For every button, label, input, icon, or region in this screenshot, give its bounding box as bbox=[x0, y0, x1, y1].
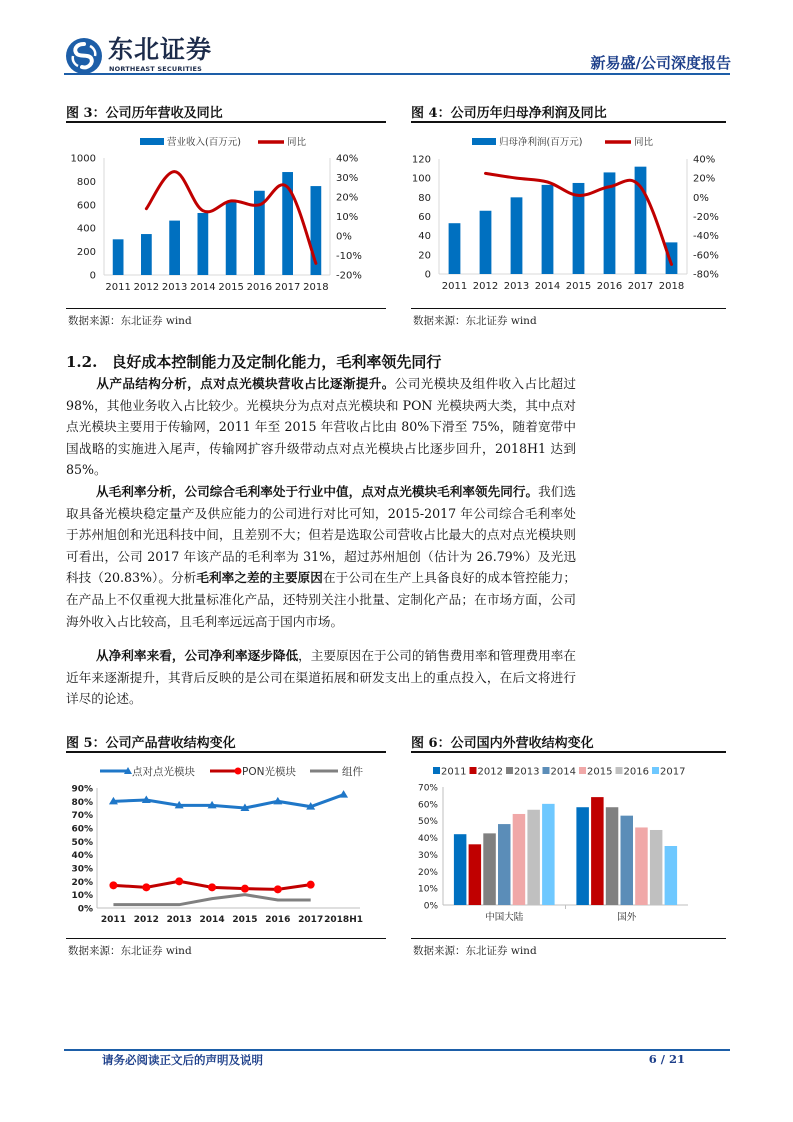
figure-6-title-rule bbox=[411, 751, 726, 753]
svg-text:2011: 2011 bbox=[100, 915, 126, 925]
paragraph-product-structure bbox=[66, 373, 576, 481]
svg-text:-80%: -80% bbox=[693, 269, 719, 281]
svg-text:40%: 40% bbox=[417, 834, 438, 845]
figure-6-chart bbox=[405, 755, 735, 925]
svg-text:20%: 20% bbox=[336, 192, 359, 204]
svg-text:50%: 50% bbox=[417, 817, 438, 828]
logo-text-cn: 东北证券 bbox=[108, 35, 213, 64]
report-title: 新易盛/公司深度报告 bbox=[590, 54, 731, 72]
bar bbox=[513, 814, 526, 905]
svg-text:30%: 30% bbox=[71, 864, 93, 875]
svg-text:60%: 60% bbox=[417, 800, 438, 811]
bar bbox=[606, 807, 619, 905]
paragraph-2-body-cont: 在于公司在生产上具备良好的成本管控能力；在产品上不仅重视大批量标准化产品，还特别关注小批量、定制化产品；在市场方面，公司海外收入占比较高，且毛利率远远高于国内市场。 bbox=[66, 570, 576, 629]
svg-text:2013: 2013 bbox=[161, 282, 188, 293]
svg-text:2018: 2018 bbox=[658, 281, 685, 292]
legend-swatch bbox=[433, 767, 440, 774]
svg-text:70%: 70% bbox=[417, 783, 438, 794]
figure-5-source: 数据来源：东北证券 wind bbox=[68, 945, 192, 957]
svg-text:100: 100 bbox=[411, 173, 431, 185]
svg-text:20%: 20% bbox=[417, 867, 438, 878]
bar bbox=[169, 221, 180, 275]
svg-text:2017: 2017 bbox=[627, 281, 654, 292]
svg-text:-10%: -10% bbox=[336, 251, 362, 262]
svg-text:-20%: -20% bbox=[693, 212, 719, 223]
bar bbox=[591, 797, 604, 905]
bar bbox=[527, 810, 540, 905]
legend-label: 组件 bbox=[342, 766, 363, 778]
svg-text:0%: 0% bbox=[423, 901, 438, 912]
page-number: 6 / 21 bbox=[648, 1052, 685, 1066]
bar bbox=[480, 211, 492, 274]
svg-text:2011: 2011 bbox=[441, 281, 468, 292]
bar bbox=[469, 844, 482, 905]
bar bbox=[542, 804, 555, 905]
svg-text:2016: 2016 bbox=[265, 915, 291, 925]
paragraph-gross-margin bbox=[66, 481, 576, 632]
svg-text:400: 400 bbox=[76, 223, 96, 235]
svg-text:90%: 90% bbox=[71, 784, 93, 795]
svg-text:0: 0 bbox=[424, 269, 431, 281]
svg-text:60%: 60% bbox=[71, 824, 93, 835]
figure-4-chart bbox=[405, 125, 735, 300]
legend-bar-swatch bbox=[140, 138, 164, 145]
svg-text:0%: 0% bbox=[336, 231, 352, 243]
svg-text:10%: 10% bbox=[71, 891, 93, 902]
legend-label: 2012 bbox=[477, 766, 503, 778]
svg-text:-20%: -20% bbox=[336, 270, 362, 282]
svg-text:30%: 30% bbox=[336, 173, 359, 184]
figure-4-source: 数据来源：东北证券 wind bbox=[413, 315, 537, 327]
svg-text:70%: 70% bbox=[71, 811, 93, 822]
svg-text:国外: 国外 bbox=[617, 912, 637, 923]
svg-text:2011: 2011 bbox=[105, 282, 131, 293]
bar bbox=[113, 239, 124, 275]
svg-text:中国大陆: 中国大陆 bbox=[485, 912, 524, 923]
svg-text:2018H1: 2018H1 bbox=[324, 915, 363, 925]
paragraph-2-lead: 从毛利率分析，公司综合毛利率处于行业中值，点对点光模块毛利率领先同行。 bbox=[96, 484, 539, 499]
legend-bar-swatch bbox=[472, 138, 496, 145]
svg-text:2012: 2012 bbox=[472, 281, 499, 292]
svg-text:2015: 2015 bbox=[565, 281, 592, 292]
header-divider bbox=[64, 73, 730, 75]
footer-disclaimer: 请务必阅读正文后的声明及说明 bbox=[102, 1053, 263, 1067]
legend-swatch bbox=[579, 767, 586, 774]
bar bbox=[498, 824, 511, 905]
figure-3-title: 图 3：公司历年营收及同比 bbox=[66, 106, 223, 121]
svg-text:2012: 2012 bbox=[133, 282, 160, 293]
legend-bar-label: 归母净利润(百万元) bbox=[499, 137, 583, 148]
bar bbox=[449, 223, 461, 274]
legend-line-label: 同比 bbox=[634, 137, 654, 148]
bar bbox=[621, 816, 634, 905]
svg-text:50%: 50% bbox=[71, 837, 93, 848]
svg-text:2016: 2016 bbox=[596, 281, 623, 292]
figure-3-chart bbox=[60, 125, 390, 300]
section-heading bbox=[66, 351, 441, 372]
figure-4-bottom-rule bbox=[411, 308, 726, 309]
bar bbox=[665, 846, 678, 905]
figure-6-bottom-rule bbox=[411, 938, 726, 939]
svg-text:30%: 30% bbox=[417, 850, 438, 861]
legend-label: 2011 bbox=[441, 766, 467, 778]
paragraph-2-emphasis: 毛利率之差的主要原因 bbox=[196, 570, 323, 586]
paragraph-1-lead: 从产品结构分析，点对点光模块营收占比逐渐提升。 bbox=[96, 376, 395, 391]
legend-swatch bbox=[470, 767, 477, 774]
svg-text:2014: 2014 bbox=[199, 915, 225, 925]
figure-6-source: 数据来源：东北证券 wind bbox=[413, 945, 537, 957]
figure-3-source: 数据来源：东北证券 wind bbox=[68, 315, 192, 327]
legend-label: 点对点光模块 bbox=[132, 766, 195, 778]
section-number: 1.2. bbox=[66, 353, 98, 371]
svg-text:40%: 40% bbox=[71, 851, 93, 862]
legend-label: 2017 bbox=[660, 766, 686, 778]
legend-label: 2013 bbox=[514, 766, 540, 778]
paragraph-1-body: 公司光模块及组件收入占比超过 98%，其他业务收入占比较少。光模块分为点对点光模块和 PON 光模块两大类，其中点对点光模块主要用于传输网，2011 年至 2015 年营收占比由 80%下滑至 75%，随着宽带中国战略的实施进入尾声，传输网扩容升级带动点对点光模块占比逐步回升，2018H1 达到 85%。 bbox=[66, 376, 577, 478]
svg-text:2014: 2014 bbox=[534, 281, 561, 292]
logo-text-en: NORTHEAST SECURITIES bbox=[109, 65, 202, 73]
svg-text:200: 200 bbox=[76, 247, 96, 259]
figure-6-title: 图 6：公司国内外营收结构变化 bbox=[411, 736, 594, 751]
legend-label: PON光模块 bbox=[242, 766, 296, 778]
footer-divider bbox=[64, 1049, 730, 1051]
legend-bar-label: 营业收入(百万元) bbox=[167, 137, 241, 148]
svg-text:80: 80 bbox=[418, 192, 431, 204]
bar bbox=[666, 242, 678, 274]
svg-text:40%: 40% bbox=[693, 154, 716, 166]
legend-label: 2015 bbox=[587, 766, 613, 778]
svg-text:20%: 20% bbox=[71, 877, 93, 888]
svg-text:800: 800 bbox=[76, 176, 96, 188]
svg-text:2015: 2015 bbox=[218, 282, 244, 293]
legend-line-label: 同比 bbox=[287, 137, 307, 148]
svg-text:2017: 2017 bbox=[298, 915, 324, 925]
bar bbox=[454, 834, 467, 905]
svg-text:40%: 40% bbox=[336, 153, 359, 165]
bar bbox=[141, 234, 152, 275]
bar bbox=[198, 213, 209, 275]
figure-5-title: 图 5：公司产品营收结构变化 bbox=[66, 736, 236, 751]
logo-swirl-icon bbox=[66, 38, 102, 74]
svg-text:1000: 1000 bbox=[70, 153, 96, 165]
svg-text:10%: 10% bbox=[417, 884, 438, 895]
svg-text:2012: 2012 bbox=[133, 915, 159, 925]
svg-text:0%: 0% bbox=[693, 192, 709, 204]
series-line bbox=[113, 895, 310, 905]
svg-text:20%: 20% bbox=[693, 173, 716, 185]
legend-label: 2014 bbox=[550, 766, 576, 778]
svg-text:-60%: -60% bbox=[693, 250, 719, 262]
figure-5-bottom-rule bbox=[66, 938, 386, 939]
figure-3-title-rule bbox=[66, 121, 386, 123]
bar bbox=[226, 201, 237, 275]
bar bbox=[511, 197, 523, 274]
paragraph-2-body: 我们选取具备光模块稳定量产及供应能力的公司进行对比可知，2015-2017 年公司综合毛利率处于苏州旭创和光迅科技中间，且差别不大；但若是选取公司营收占比最大的点对点光模块则可看出，公司 2017 年该产品的毛利率为 31%，超过苏州旭创（估计为 26.79%）及光迅科技（20.83%）。分析 bbox=[66, 484, 577, 586]
svg-text:0%: 0% bbox=[77, 904, 93, 915]
svg-text:600: 600 bbox=[76, 200, 96, 212]
svg-text:80%: 80% bbox=[71, 797, 93, 808]
svg-text:2013: 2013 bbox=[166, 915, 192, 925]
legend-swatch bbox=[652, 767, 659, 774]
svg-text:2014: 2014 bbox=[190, 282, 216, 293]
svg-text:-40%: -40% bbox=[693, 231, 719, 243]
company-logo bbox=[66, 36, 226, 78]
svg-text:2017: 2017 bbox=[274, 282, 301, 293]
figure-4-title-rule bbox=[411, 121, 726, 123]
svg-text:2015: 2015 bbox=[232, 915, 258, 925]
svg-text:40: 40 bbox=[418, 231, 431, 243]
svg-text:2013: 2013 bbox=[503, 281, 530, 292]
figure-5-chart bbox=[60, 755, 390, 925]
svg-text:2016: 2016 bbox=[246, 282, 273, 293]
legend-swatch bbox=[616, 767, 623, 774]
section-title-text: 良好成本控制能力及定制化能力，毛利率领先同行 bbox=[111, 353, 442, 371]
svg-text:10%: 10% bbox=[336, 212, 359, 223]
bar bbox=[650, 830, 663, 905]
figure-5-title-rule bbox=[66, 751, 386, 753]
svg-text:0: 0 bbox=[89, 270, 96, 282]
figure-3-bottom-rule bbox=[66, 308, 386, 309]
svg-text:60: 60 bbox=[418, 212, 431, 223]
bar bbox=[542, 185, 554, 274]
bar bbox=[576, 807, 589, 905]
bar bbox=[483, 833, 496, 905]
svg-text:20: 20 bbox=[418, 250, 431, 262]
legend-swatch bbox=[506, 767, 513, 774]
svg-text:120: 120 bbox=[411, 154, 431, 166]
paragraph-net-margin bbox=[66, 645, 576, 710]
paragraph-3-lead: 从净利率来看，公司净利率逐步降低 bbox=[96, 648, 299, 663]
figure-4-title: 图 4：公司历年归母净利润及同比 bbox=[411, 106, 607, 121]
paragraph-3-body: ，主要原因在于公司的销售费用率和管理费用率在近年来逐渐提升，其背后反映的是公司在渠道拓展和研发支出上的重点投入，在后文将进行详尽的论述。 bbox=[66, 648, 577, 707]
legend-swatch bbox=[543, 767, 550, 774]
legend-label: 2016 bbox=[623, 766, 649, 778]
bar bbox=[635, 827, 648, 905]
svg-text:2018: 2018 bbox=[303, 282, 329, 293]
